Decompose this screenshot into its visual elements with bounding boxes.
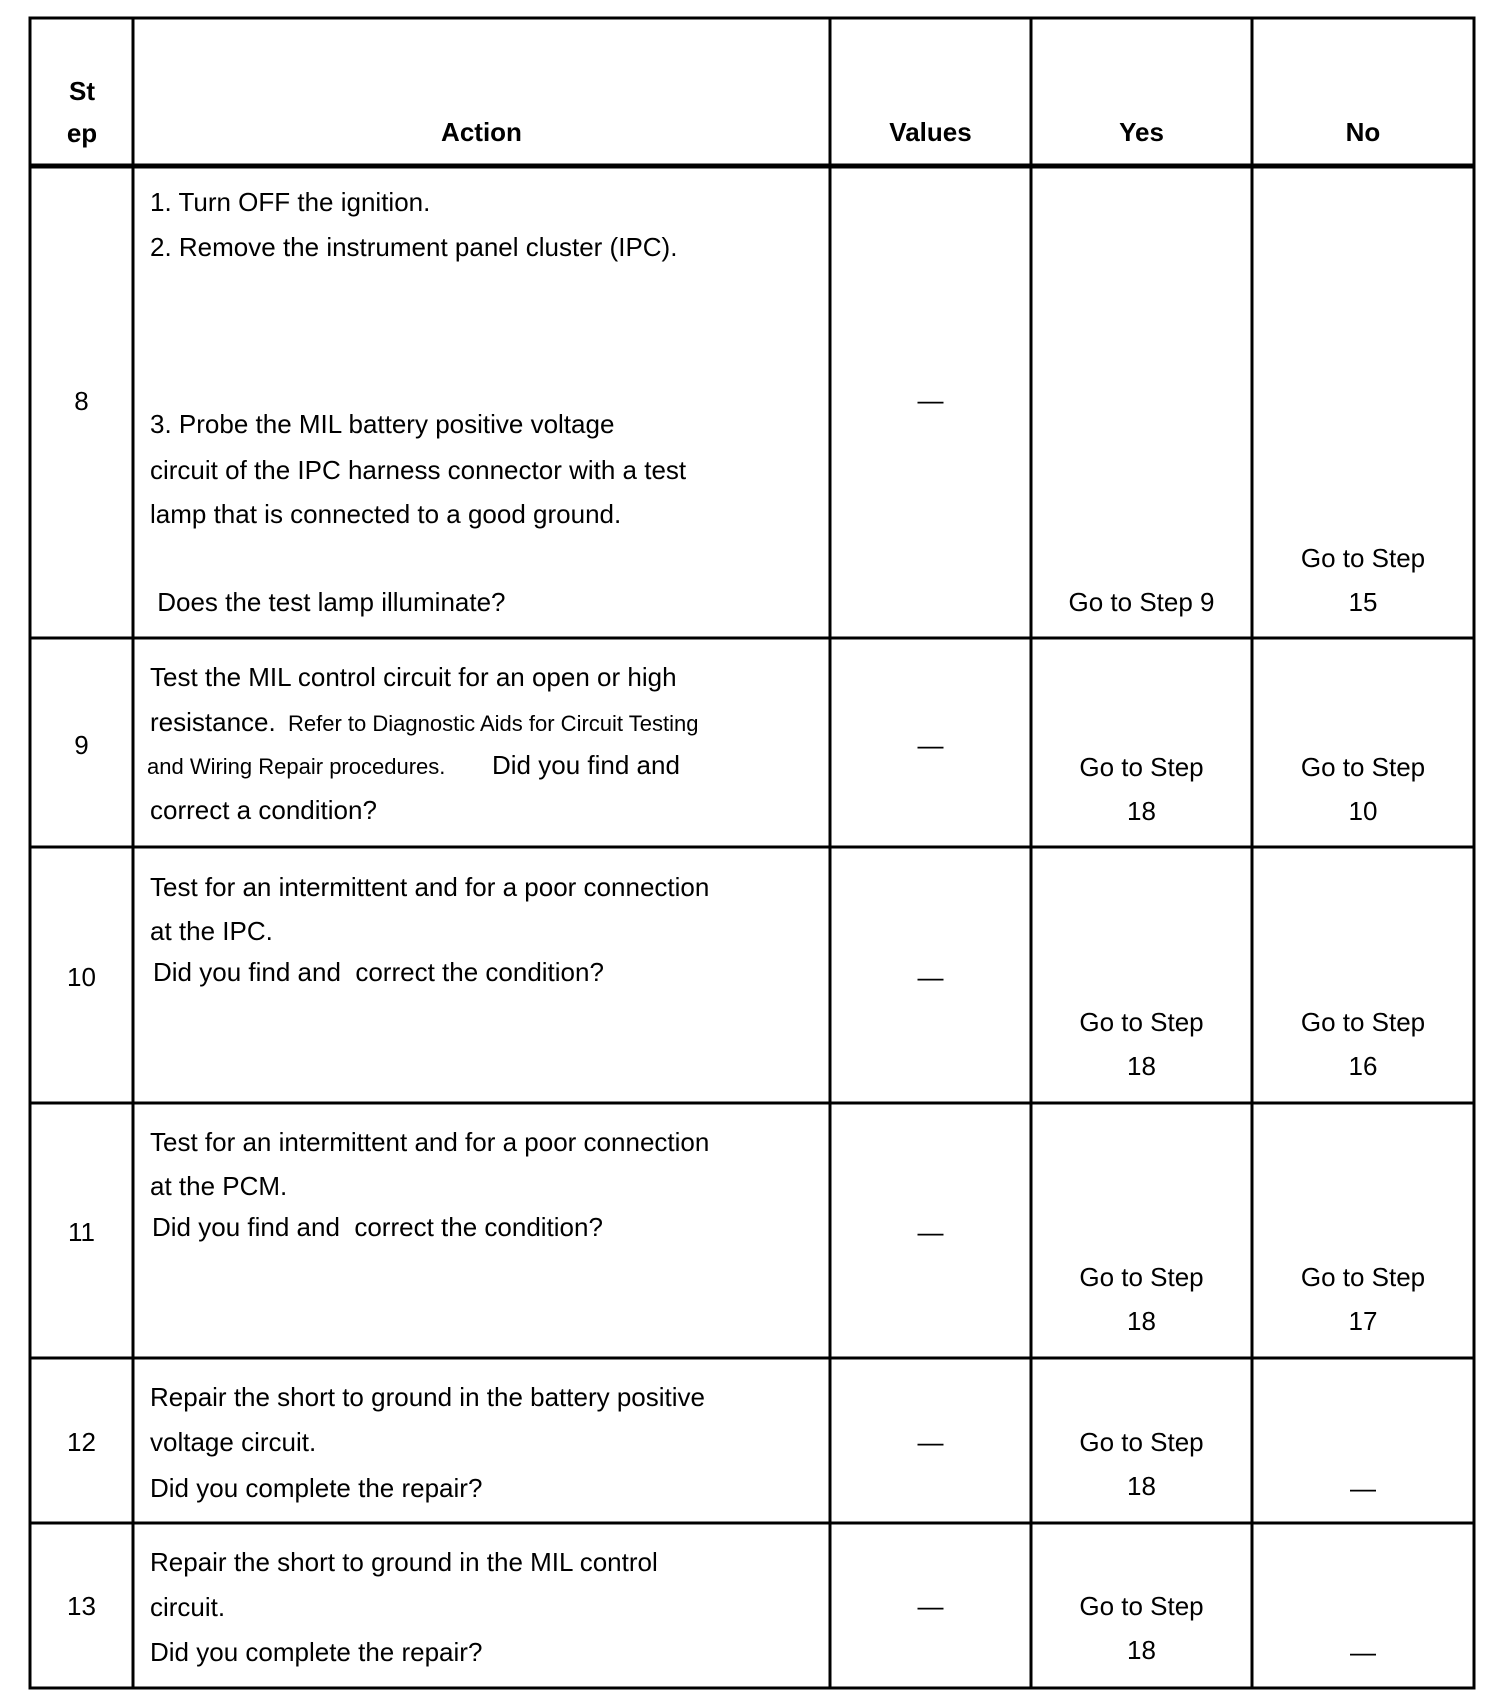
yes-cell: Go to Step 18 (1079, 1427, 1204, 1501)
values-cell: — (917, 1591, 944, 1621)
action-line: circuit. (150, 1592, 226, 1622)
yes-cell: Go to Step 18 (1079, 752, 1204, 826)
values-cell: — (917, 730, 944, 760)
action-line: Did you find and (492, 750, 680, 780)
values-cell: — (917, 962, 944, 992)
action-line: 2. Remove the instrument panel cluster (IPC). (150, 232, 678, 262)
values-cell: — (917, 1427, 944, 1457)
step-number: 12 (67, 1427, 96, 1457)
action-question: Does the test lamp illuminate? (150, 587, 506, 617)
header-step: St ep (66, 76, 98, 148)
action-question: Did you complete the repair? (150, 1637, 483, 1667)
action-question: Did you find and correct the condition? (152, 1212, 603, 1242)
action-line: resistance. (150, 707, 276, 737)
yes-cell: Go to Step 18 (1079, 1262, 1204, 1336)
yes-cell: Go to Step 18 (1079, 1591, 1204, 1665)
step-number: 9 (74, 730, 89, 760)
action-line: Refer to Diagnostic Aids for Circuit Testing (288, 711, 699, 736)
action-question: Did you find and correct the condition? (153, 957, 604, 987)
step-number: 10 (67, 962, 96, 992)
step-number: 11 (68, 1217, 95, 1247)
values-cell: — (917, 1217, 944, 1247)
action-line: and Wiring Repair procedures. (147, 754, 446, 779)
action-line: Repair the short to ground in the MIL control (150, 1547, 658, 1577)
action-line: circuit of the IPC harness connector with a test (150, 455, 687, 485)
action-line: voltage circuit. (150, 1427, 317, 1457)
action-question: correct a condition? (150, 795, 377, 825)
header-no: No (1345, 117, 1381, 147)
yes-cell: Go to Step 18 (1079, 1007, 1204, 1081)
no-cell: — (1350, 1637, 1376, 1667)
no-cell: Go to Step 16 (1300, 1007, 1426, 1081)
no-cell: Go to Step 15 (1300, 543, 1426, 617)
no-cell: — (1350, 1473, 1376, 1503)
action-line: Test for an intermittent and for a poor connection (150, 872, 710, 902)
header-yes: Yes (1119, 117, 1164, 147)
action-line: at the PCM. (150, 1171, 288, 1201)
action-line: lamp that is connected to a good ground. (150, 499, 622, 529)
step-number: 8 (74, 386, 89, 416)
action-line: 1. Turn OFF the ignition. (150, 187, 431, 217)
action-line: at the IPC. (150, 916, 273, 946)
action-line: Test for an intermittent and for a poor connection (150, 1127, 710, 1157)
values-cell: — (917, 385, 944, 415)
action-line: Test the MIL control circuit for an open or high (150, 662, 677, 692)
action-question: Did you complete the repair? (150, 1473, 483, 1503)
no-cell: Go to Step 17 (1300, 1262, 1426, 1336)
action-line: 3. Probe the MIL battery positive voltage (150, 409, 615, 439)
header-values: Values (889, 117, 972, 147)
action-line: Repair the short to ground in the battery positive (150, 1382, 705, 1412)
no-cell: Go to Step 10 (1300, 752, 1426, 826)
step-number: 13 (67, 1591, 96, 1621)
yes-cell: Go to Step 9 (1068, 587, 1215, 617)
header-action: Action (441, 117, 522, 147)
